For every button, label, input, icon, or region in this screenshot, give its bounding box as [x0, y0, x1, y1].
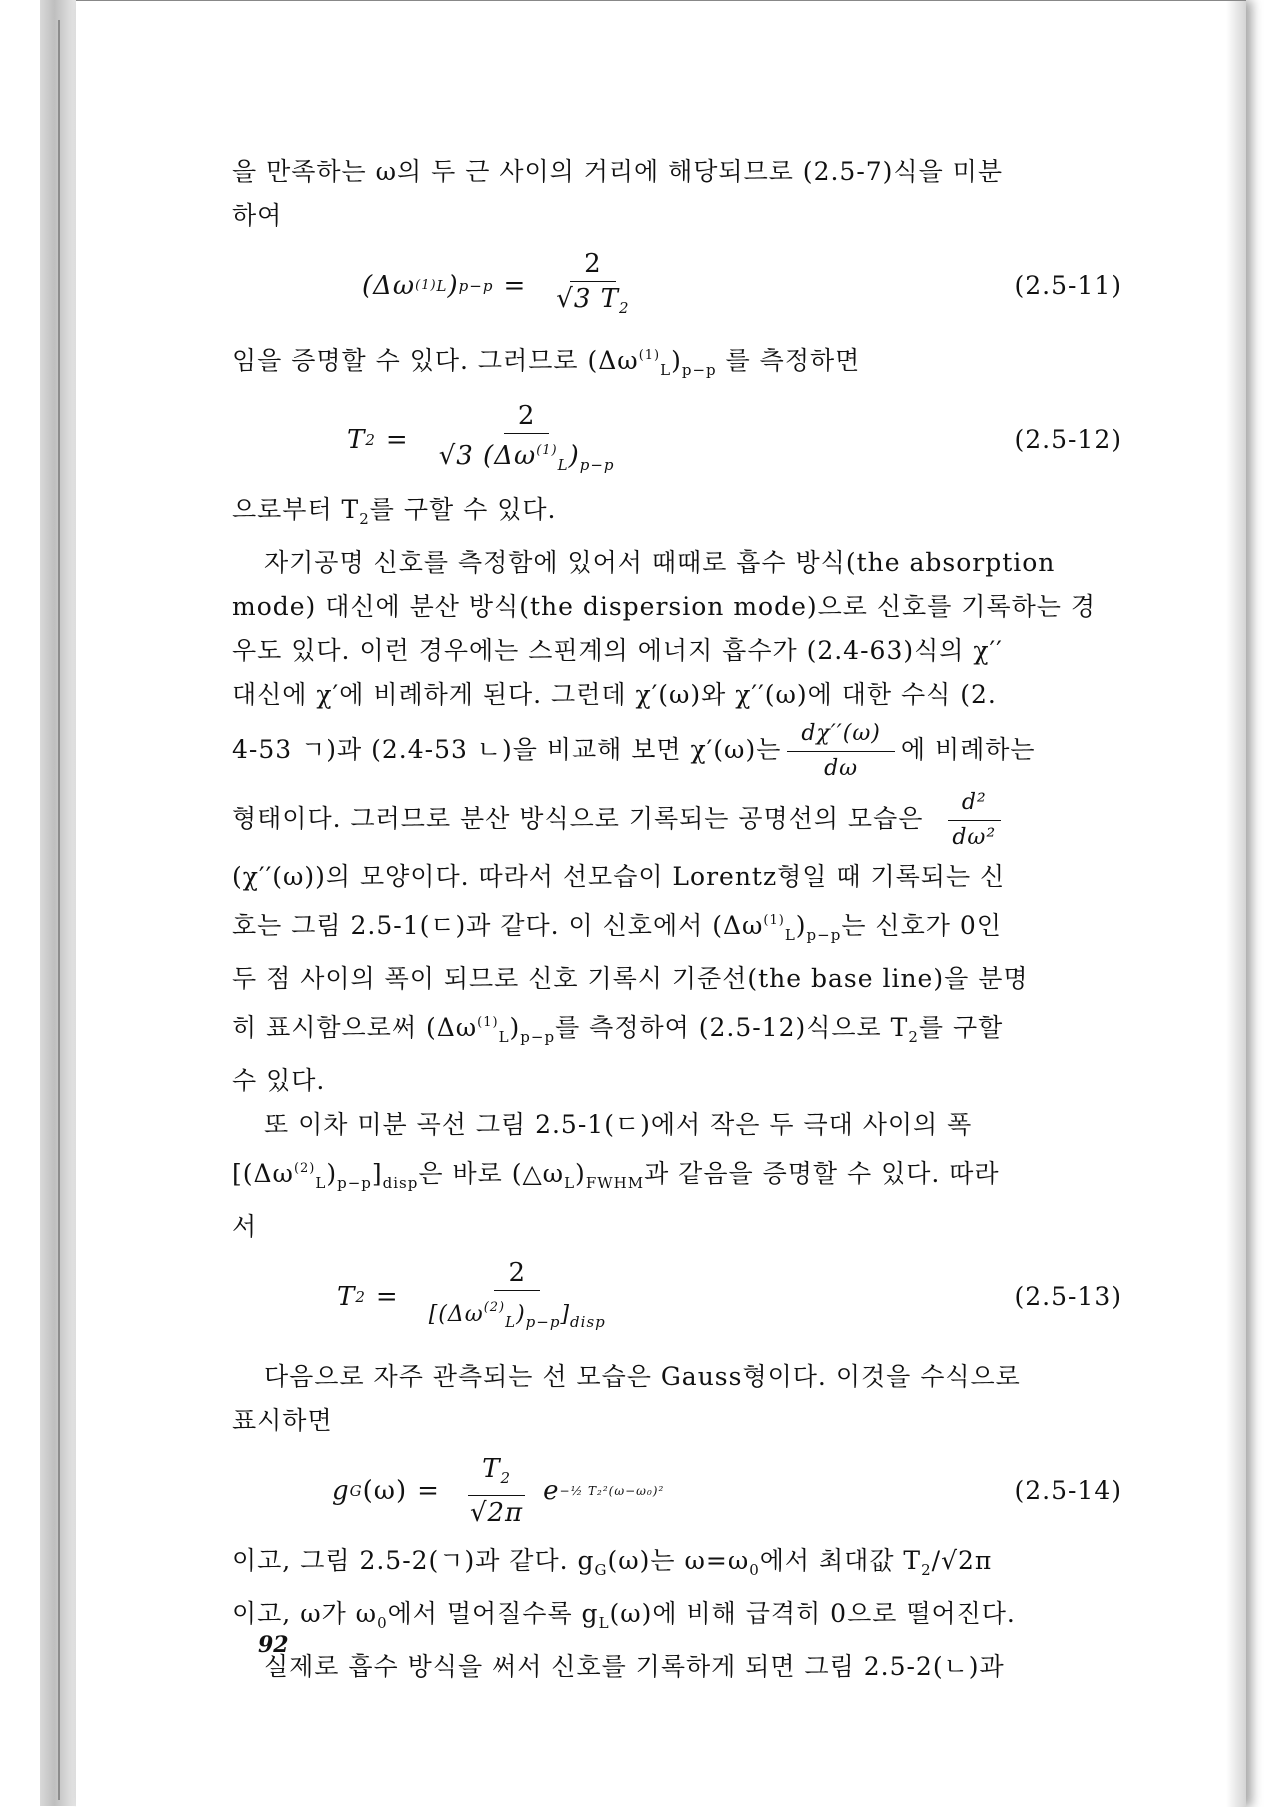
- text-line: 실제로 흡수 방식을 써서 신호를 기록하게 되면 그림 2.5-2(ㄴ)과: [264, 1652, 1005, 1681]
- page-right-shadow: [1226, 1, 1246, 1807]
- paragraph: [232, 150, 1132, 238]
- second-derivative-fraction: $\frac{\text{d²}}{\text{dω²}}$: [938, 786, 1010, 855]
- text-line: 이고, ω가 $\omega_0$에서 멀어질수록 $g_L(\omega)$에 비해 급격히 0으로 떨어진다.: [232, 1599, 1016, 1632]
- equation-2-5-12: [232, 392, 1132, 488]
- fraction: $\frac{T_2}{√2\pi}$: [469, 1454, 524, 1528]
- fraction: $\frac{2}{√3 (\Delta\omega^{(1)}_L)_{p-p}}$: [438, 400, 615, 474]
- text-line: 호는 그림 2.5-1(ㄷ)과 같다. 이 신호에서 $(\Delta\omega^{(1)}_L)_{p-p}$는 신호가 0인: [232, 911, 1002, 944]
- text-line: 또 이차 미분 곡선 그림 2.5-1(ㄷ)에서 작은 두 극대 사이의 폭: [264, 1110, 973, 1139]
- equation-formula: (Δω (1) L ) p−p = $\frac{2}{√3 T_2}$: [362, 247, 650, 325]
- text-line: 하여: [232, 201, 283, 230]
- equation-number: (2.5-14): [1014, 1476, 1122, 1505]
- text-line: (χ′′(ω))의 모양이다. 따라서 선모습이 Lorentz형일 때 기록되는 신: [232, 862, 1006, 891]
- equation-number: (2.5-12): [1014, 425, 1122, 454]
- text-line: 자기공명 신호를 측정함에 있어서 때때로 흡수 방식(the absorption: [264, 548, 1056, 577]
- equation-number: (2.5-13): [1014, 1282, 1122, 1311]
- page-number: 92: [258, 1632, 289, 1658]
- text-line: mode) 대신에 분산 방식(the dispersion mode)으로 신호를 기록하는 경: [232, 592, 1096, 621]
- spine-line: [58, 20, 60, 1800]
- equation-2-5-11: [232, 238, 1132, 334]
- text-line: 우도 있다. 이런 경우에는 스핀계의 에너지 흡수가 (2.4-63)식의 χ′′: [232, 636, 1003, 665]
- equation-number: (2.5-11): [1014, 271, 1122, 300]
- text-line: 이고, 그림 2.5-2(ㄱ)과 같다. $g_G(\omega)$는 $\omega=\omega_0$에서 최대값 $T_2/√2\pi$: [232, 1546, 993, 1579]
- text-line: 으로부터 $T_2$를 구할 수 있다.: [232, 495, 557, 528]
- text-line: 4-53 ㄱ)과 (2.4-53 ㄴ)을 비교해 보면 χ′(ω)는 $\frac{d\chi''(\omega)}{d\omega}$ 에 비례하는: [232, 717, 1132, 786]
- fraction: $\frac{2}{√3 T_2}$: [556, 249, 630, 317]
- text-line: 히 표시함으로써 $(\Delta\omega^{(1)}_L)_{p-p}$를 측정하여 (2.5-12)식으로 $T_2$를 구할: [232, 1013, 1004, 1046]
- equation-formula: T 2 = $\frac{2}{[(\Delta\omega^{(2)}_L)_{p-p}]_{disp}}$: [337, 1256, 626, 1339]
- text-line: 다음으로 자주 관측되는 선 모습은 Gauss형이다. 이것을 수식으로: [264, 1362, 1021, 1391]
- equation-formula: g G (ω) = $\frac{T_2}{√2\pi}$ e −½ T₂²(ω−ω₀)²: [332, 1454, 665, 1528]
- text-line: 을 만족하는 ω의 두 근 사이의 거리에 해당되므로 (2.5-7)식을 미분: [232, 157, 1003, 186]
- paragraph: [232, 1355, 1132, 1443]
- equation-formula: T 2 = $\frac{2}{√3 (\Delta\omega^{(1)}_L)_{p-p}}$: [347, 399, 635, 482]
- derivative-fraction: $\frac{d\chi''(\omega)}{d\omega}$: [787, 717, 895, 786]
- text-line: 두 점 사이의 폭이 되므로 신호 기록시 기준선(the base line)을 분명: [232, 964, 1029, 993]
- paragraph: [232, 334, 1132, 392]
- text-line: 형태이다. 그러므로 분산 방식으로 기록되는 공명선의 모습은 $\frac{\text{d²}}{\text{dω²}}$: [232, 786, 1132, 855]
- equation-2-5-13: [232, 1249, 1132, 1345]
- text-line: 수 있다.: [232, 1066, 326, 1095]
- fraction: $\frac{2}{[(\Delta\omega^{(2)}_L)_{p-p}]_{disp}}$: [428, 1257, 606, 1331]
- text-line: $[(\Delta\omega^{(2)}_L)_{p-p}]_{disp}$은 바로 $(\triangle\omega_L)_{FWHM}$과 같음을 증명할 수 있다. 따라: [232, 1159, 1000, 1192]
- text-line: 대신에 χ′에 비례하게 된다. 그런데 χ′(ω)와 χ′′(ω)에 대한 수식 (2.: [232, 680, 997, 709]
- paragraph: [232, 488, 1132, 1249]
- text-line: 임을 증명할 수 있다. 그러므로 $(\Delta\omega^{(1)}_L)_{p-p}$ 를 측정하면: [232, 346, 861, 379]
- text-line: 표시하면: [232, 1406, 333, 1435]
- page-content: [232, 150, 1132, 1689]
- equation-2-5-14: [232, 1443, 1132, 1539]
- text-line: 서: [232, 1212, 258, 1241]
- paragraph: [232, 1539, 1132, 1689]
